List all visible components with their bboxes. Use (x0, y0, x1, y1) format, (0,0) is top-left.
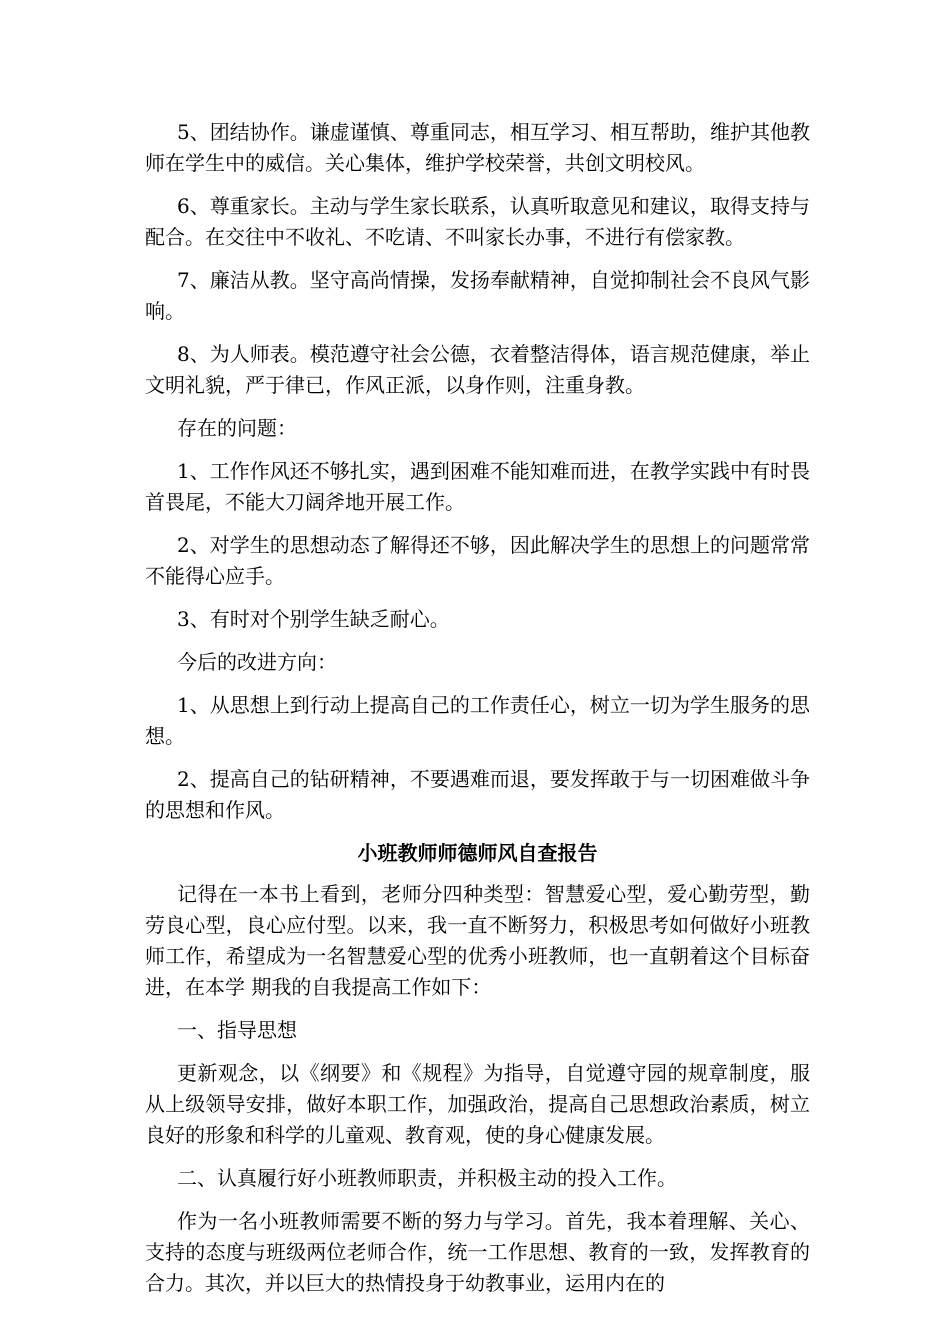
paragraph-problem-1: 1、工作作风还不够扎实，遇到困难不能知难而进，在教学实践中有时畏首畏尾，不能大刀阔斧地开展工作。 (145, 459, 810, 514)
paragraph-improvement-1: 1、从思想上到行动上提高自己的工作责任心，树立一切为学生服务的思想。 (145, 693, 810, 748)
paragraph-respect-parents: 6、尊重家长。主动与学生家长联系，认真听取意见和建议，取得支持与配合。在交往中不收礼、不吃请、不叫家长办事，不进行有偿家教。 (145, 194, 810, 249)
paragraph-guiding-ideology: 更新观念，以《纲要》和《规程》为指导，自觉遵守园的规章制度，服从上级领导安排，做好本职工作，加强政治，提高自己思想政治素质，树立良好的形象和科学的儿童观、教育观，使的身心健康发展。 (145, 1061, 810, 1147)
heading-improvement-direction: 今后的改进方向： (177, 650, 337, 674)
paragraph-problem-3: 3、有时对个别学生缺乏耐心。 (177, 607, 450, 631)
paragraph-problem-2: 2、对学生的思想动态了解得还不够，因此解决学生的思想上的问题常常不能得心应手。 (145, 533, 810, 588)
paragraph-role-model: 8、为人师表。模范遵守社会公德，衣着整洁得体，语言规范健康，举止文明礼貌，严于律已，作风正派，以身作则，注重身教。 (145, 342, 810, 397)
heading-fulfil-duties: 二、认真履行好小班教师职责，并积极主动的投入工作。 (177, 1166, 677, 1190)
heading-guiding-ideology: 一、指导思想 (177, 1018, 297, 1042)
paragraph-intro: 记得在一本书上看到，老师分四种类型：智慧爱心型，爱心勤劳型，勤劳良心型，良心应付型。以来，我一直不断努力，积极思考如何做好小班教师工作，希望成为一名智慧爱心型的优秀小班教师，也一直朝着这个目标奋进，在本学 期我的自我提高工作如下： (145, 882, 810, 999)
paragraph-improvement-2: 2、提高自己的钻研精神，不要遇难而退，要发挥敢于与一切困难做斗争的思想和作风。 (145, 767, 810, 822)
paragraph-integrity: 7、廉洁从教。坚守高尚情操，发扬奉献精神，自觉抑制社会不良风气影响。 (145, 268, 810, 323)
paragraph-fulfil-duties: 作为一名小班教师需要不断的努力与学习。首先，我本着理解、关心、支持的态度与班级两位老师合作，统一工作思想、教育的一致，发挥教育的合力。其次，并以巨大的热情投身于幼教事业，运用内在的 (145, 1209, 810, 1295)
section-title: 小班教师师德师风自查报告 (357, 841, 598, 865)
document-page (145, 117, 810, 1311)
heading-existing-problems: 存在的问题： (177, 416, 297, 440)
paragraph-unity: 5、团结协作。谦虚谨慎、尊重同志，相互学习、相互帮助，维护其他教师在学生中的威信。关心集体，维护学校荣誉，共创文明校风。 (145, 120, 810, 175)
